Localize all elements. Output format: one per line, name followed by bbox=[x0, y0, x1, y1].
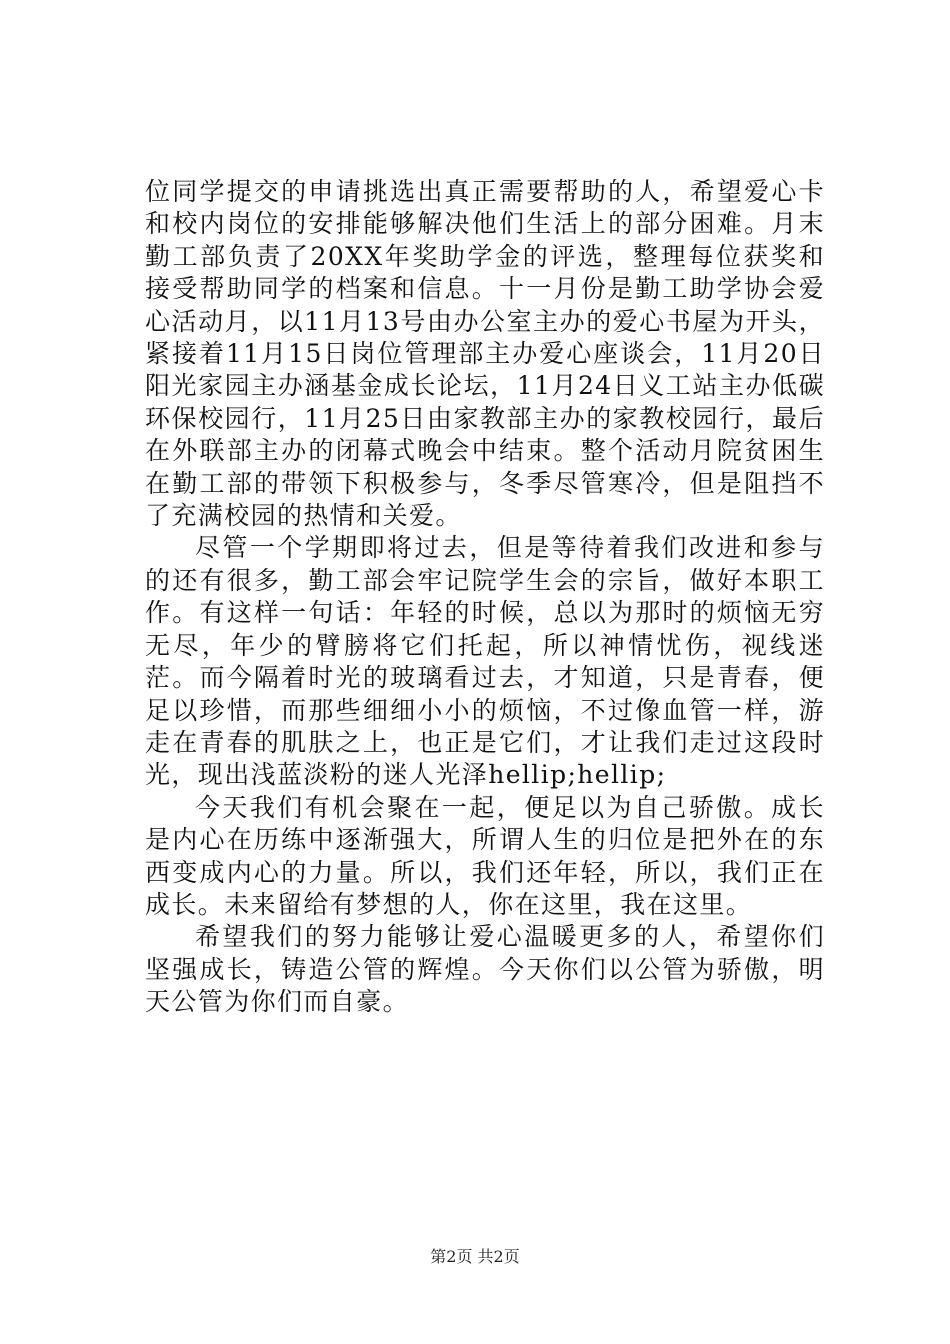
page-number-footer: 第2页 共2页 bbox=[430, 1247, 520, 1266]
paragraph-continuation: 位同学提交的申请挑选出真正需要帮助的人，希望爱心卡和校内岗位的安排能够解决他们生活上的部分困难。月末勤工部负责了20XX年奖助学金的评选，整理每位获奖和接受帮助同学的档案和信息。十一月份是勤工助学协会爱心活动月，以11月13号由办公室主办的爱心书屋为开头，紧接着11月15日岗位管理部主办爱心座谈会，11月20日阳光家园主办涵基金成长论坛，11月24日义工站主办低碳环保校园行，11月25日由家教部主办的家教校园行，最后在外联部主办的闭幕式晚会中结束。整个活动月院贫困生在勤工部的带领下积极参与，冬季尽管寒冷，但是阻挡不了充满校园的热情和关爱。 bbox=[145, 177, 825, 531]
paragraph: 尽管一个学期即将过去，但是等待着我们改进和参与的还有很多，勤工部会牢记院学生会的宗旨，做好本职工作。有这样一句话：年轻的时候，总以为那时的烦恼无穷无尽，年少的臂膀将它们托起，所以神情忧伤，视线迷茫。而今隔着时光的玻璃看过去，才知道，只是青春，便足以珍惜，而那些细细小小的烦恼，不过像血管一样，游走在青春的肌肤之上，也正是它们，才让我们走过这段时光，现出浅蓝淡粉的迷人光泽hellip;hellip; bbox=[145, 533, 825, 790]
paragraph: 今天我们有机会聚在一起，便足以为自己骄傲。成长是内心在历练中逐渐强大，所谓人生的归位是把外在的东西变成内心的力量。所以，我们还年轻，所以，我们正在成长。未来留给有梦想的人，你在这里，我在这里。 bbox=[145, 792, 825, 919]
document-body bbox=[145, 176, 825, 1019]
paragraph: 希望我们的努力能够让爱心温暖更多的人，希望你们坚强成长，铸造公管的辉煌。今天你们以公管为骄傲，明天公管为你们而自豪。 bbox=[145, 922, 825, 1017]
